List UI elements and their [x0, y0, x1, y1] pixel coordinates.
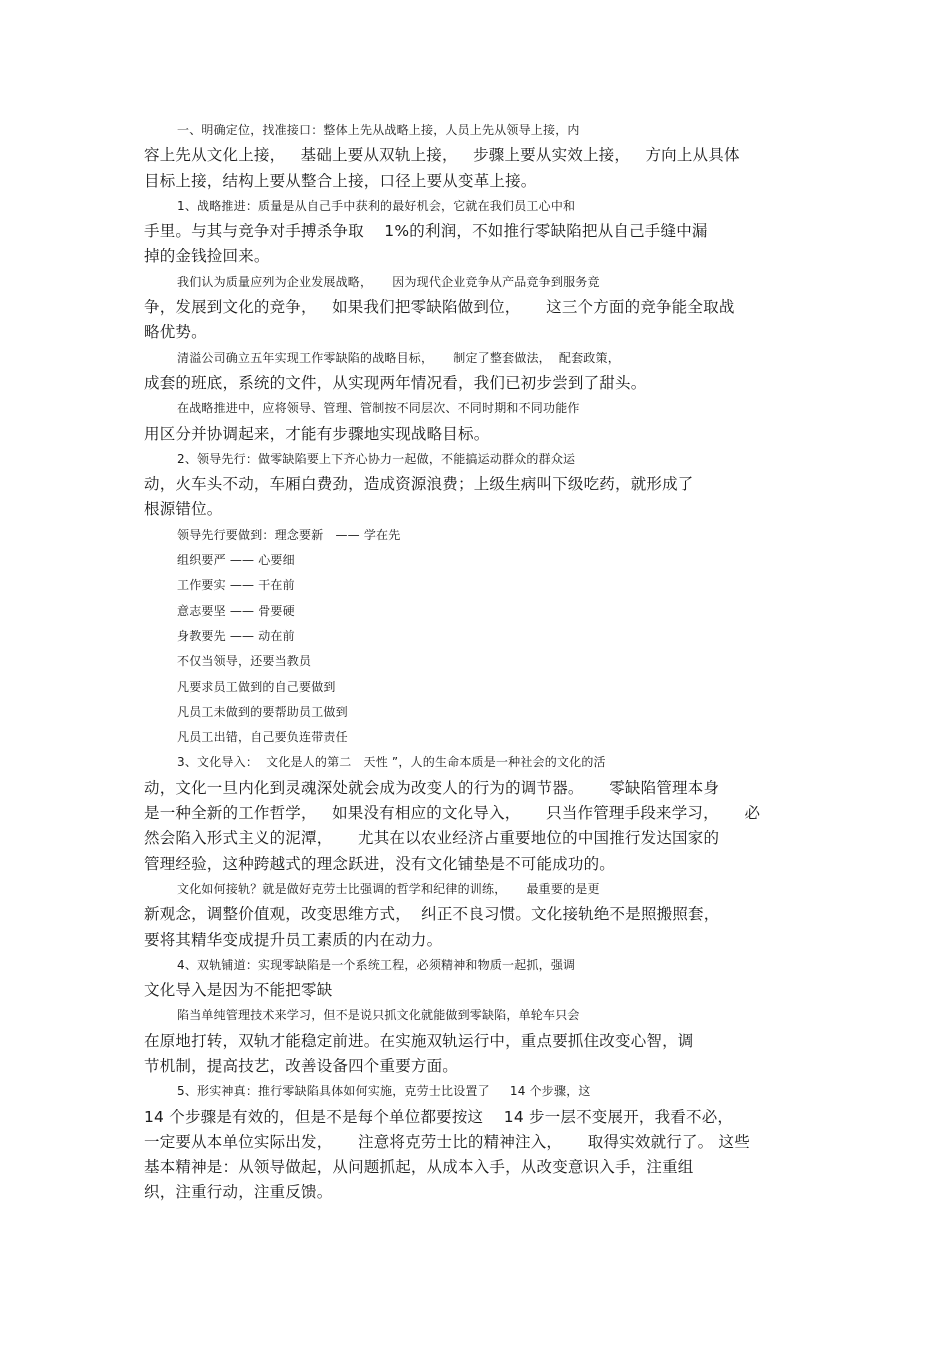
document-body: [144, 118, 808, 1206]
text-line: 凡要求员工做到的自己要做到: [177, 679, 336, 694]
text-line: 清溢公司确立五年实现工作零缺陷的战略目标， 制定了整套做法， 配套政策，: [177, 350, 620, 365]
text-line: 凡员工未做到的要帮助员工做到: [177, 704, 348, 719]
text-line: 文化如何接轨？就是做好克劳士比强调的哲学和纪律的训练， 最重要的是更: [177, 881, 600, 896]
text-line: 身教要先 —— 动在前: [177, 628, 295, 643]
text-line: 意志要坚 —— 骨要硬: [177, 603, 295, 618]
text-line: 争，发展到文化的竞争， 如果我们把零缺陷做到位， 这三个方面的竞争能全取战: [144, 298, 735, 317]
text-line: 工作要实 —— 干在前: [177, 578, 295, 593]
text-line: 新观念，调整价值观，改变思维方式， 纠正不良习惯。文化接轨绝不是照搬照套，: [144, 905, 720, 924]
text-line: 我们认为质量应列为企业发展战略， 因为现代企业竞争从产品竞争到服务竞: [177, 274, 600, 289]
text-line: 一、明确定位，找准接口：整体上先从战略上接，人员上先从领导上接，内: [177, 123, 580, 137]
text-line: 然会陷入形式主义的泥潭， 尤其在以农业经济占重要地位的中国推行发达国家的: [144, 829, 720, 848]
text-line: 节机制，提高技艺，改善设备四个重要方面。: [144, 1056, 459, 1075]
text-line: 2、领导先行：做零缺陷要上下齐心协力一起做，不能搞运动群众的群众运: [177, 451, 576, 466]
text-line: 要将其精华变成提升员工素质的内在动力。: [144, 930, 443, 949]
text-line: 领导先行要做到：理念要新 —— 学在先: [177, 527, 401, 542]
text-line: 成套的班底，系统的文件，从实现两年情况看，我们已初步尝到了甜头。: [144, 373, 647, 392]
text-line: 在原地打转，双轨才能稳定前进。在实施双轨运行中，重点要抓住改变心智，调: [144, 1031, 694, 1050]
text-line: 动，火车头不动，车厢白费劲，造成资源浪费；上级生病叫下级吃药，就形成了: [144, 475, 694, 494]
text-line: 管理经验，这种跨越式的理念跃进，没有文化铺垫是不可能成功的。: [144, 854, 616, 873]
text-line: 是一种全新的工作哲学， 如果没有相应的文化导入， 只当作管理手段来学习， 必: [144, 804, 761, 823]
text-line: 4、双轨铺道：实现零缺陷是一个系统工程，必须精神和物质一起抓，强调: [177, 957, 576, 972]
text-line: 手里。与其与竞争对手搏杀争取 1%的利润，不如推行零缺陷把从自己手缝中漏: [144, 222, 708, 241]
text-line: 14 个步骤是有效的，但是不是每个单位都要按这 14 步一层不变展开，我看不必，: [144, 1107, 734, 1126]
text-line: 掉的金钱捡回来。: [144, 247, 270, 266]
text-line: 不仅当领导，还要当教员: [177, 654, 312, 669]
text-line: 陷当单纯管理技术来学习，但不是说只抓文化就能做到零缺陷，单轮车只会: [177, 1008, 580, 1023]
text-line: 文化导入是因为不能把零缺: [144, 981, 333, 1000]
text-line: 在战略推进中，应将领导、管理、管制按不同层次、不同时期和不同功能作: [177, 401, 580, 416]
text-line: 用区分并协调起来，才能有步骤地实现战略目标。: [144, 424, 490, 443]
text-line: 根源错位。: [144, 500, 223, 519]
text-line: 动，文化一旦内化到灵魂深处就会成为改变人的行为的调节器。 零缺陷管理本身: [144, 778, 720, 797]
text-line: 组织要严 —— 心要细: [177, 553, 295, 568]
text-line: 容上先从文化上接， 基础上要从双轨上接， 步骤上要从实效上接， 方向上从具体: [144, 146, 740, 165]
text-line: 凡员工出错，自己要负连带责任: [177, 730, 348, 745]
text-line: 一定要从本单位实际出发， 注意将克劳士比的精神注入， 取得实效就行了。 这些: [144, 1132, 750, 1151]
text-line: 3、文化导入： 文化是人的第二 天性 ”，人的生命本质是一种社会的文化的活: [177, 755, 606, 770]
text-line: 1、战略推进：质量是从自己手中获利的最好机会，它就在我们员工心中和: [177, 198, 576, 213]
text-line: 略优势。: [144, 323, 207, 342]
text-line: 基本精神是：从领导做起，从问题抓起，从成本入手，从改变意识入手，注重组: [144, 1158, 694, 1177]
text-line: 5、形实神真：推行零缺陷具体如何实施，克劳士比设置了 14 个步骤，这: [177, 1084, 591, 1099]
text-line: 目标上接，结构上要从整合上接，口径上要从变革上接。: [144, 171, 537, 190]
text-line: 织，注重行动，注重反馈。: [144, 1183, 333, 1202]
